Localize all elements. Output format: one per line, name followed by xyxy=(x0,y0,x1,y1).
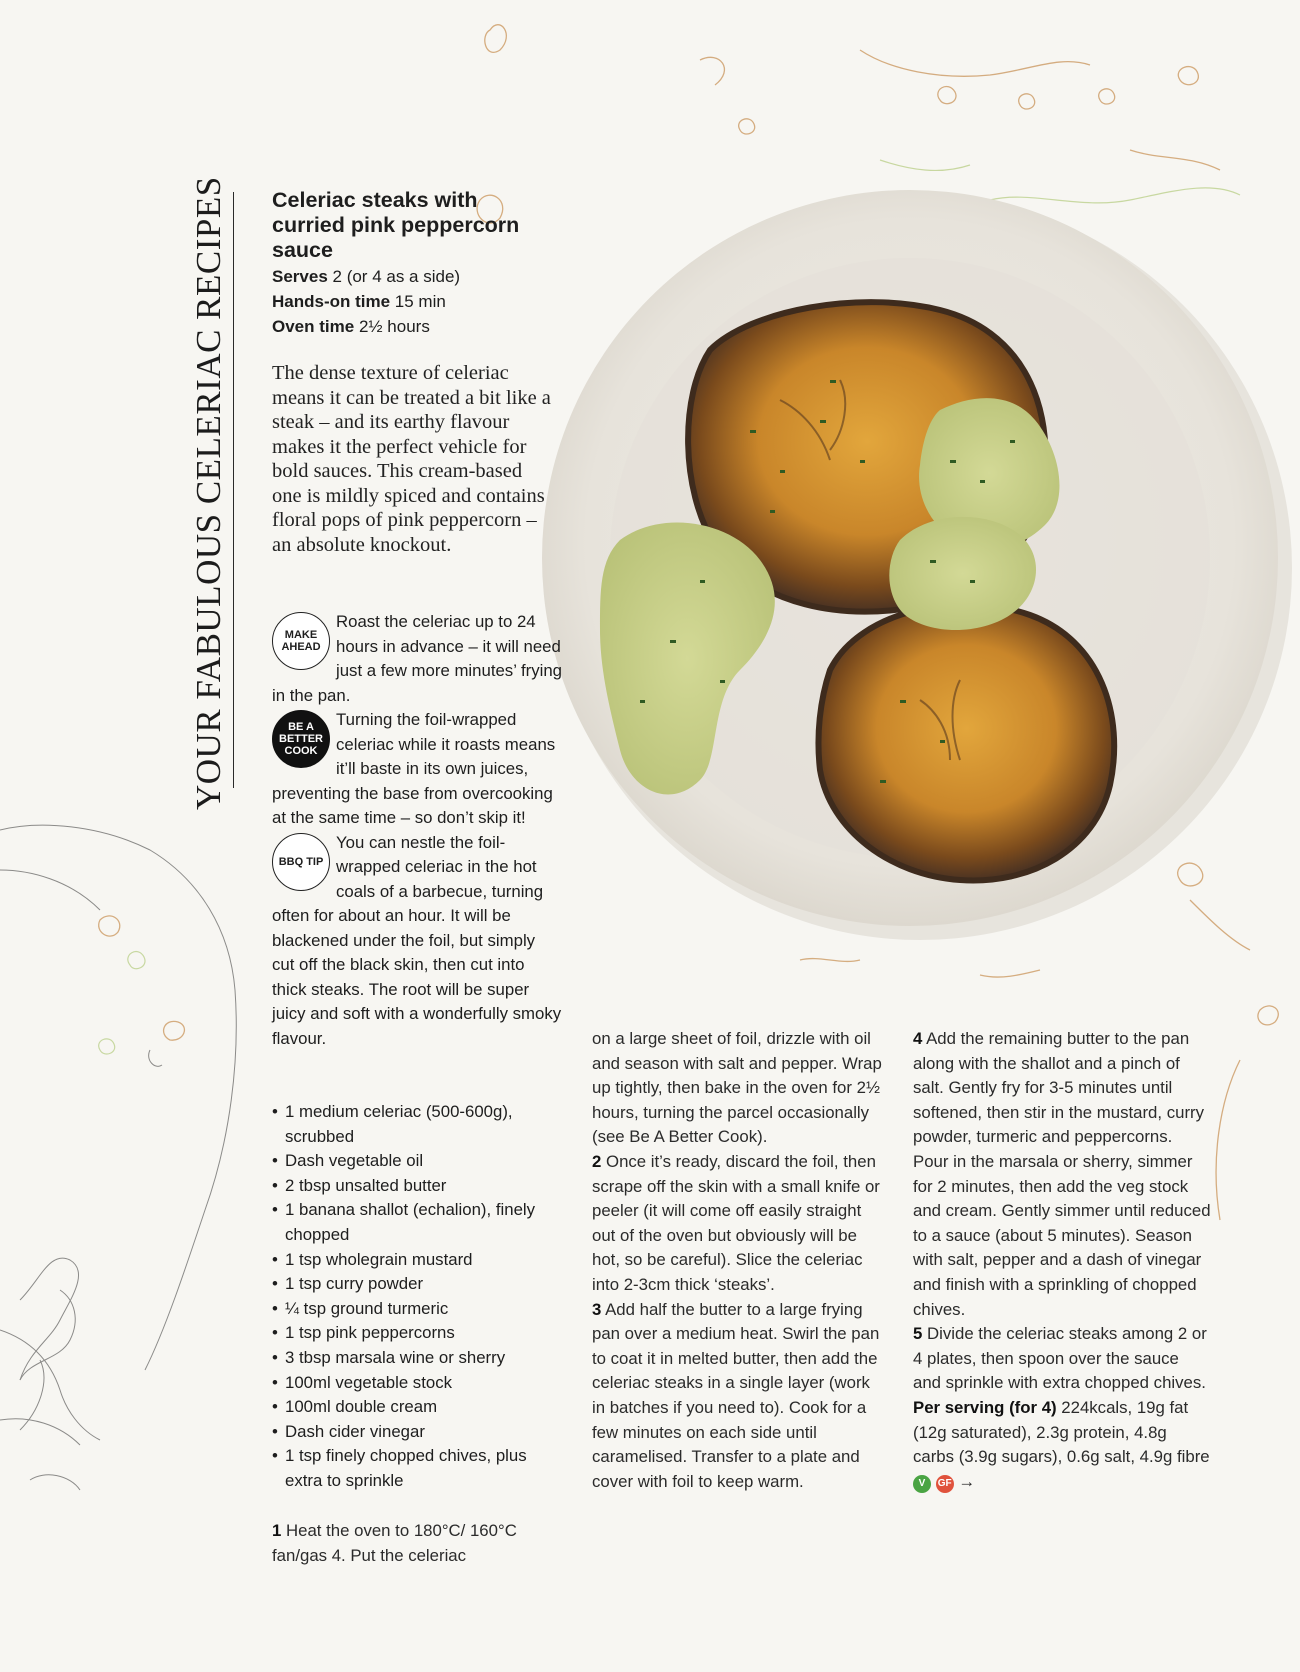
recipe-intro: The dense texture of celeriac means it can be treated a bit like a steak – and its earthy flavour makes it the perfect vehicle for bold sauces. This cream-based one is mildly spiced and contains floral pops of pink peppercorn – an absolute knockout. xyxy=(272,362,551,556)
serves-value: 2 (or 4 as a side) xyxy=(332,267,461,286)
nutrition-info xyxy=(913,1396,1211,1494)
method-step-3 xyxy=(592,1298,887,1495)
ingredient-item: • 1 tsp curry powder xyxy=(268,1272,568,1297)
step-text: Once it’s ready, discard the foil, then scrape off the skin with a small knife or peeler (it will come off easily straight out of the oven but obviously will be hot, so be careful). Slice the celeriac into 2-3cm thick ‘steaks’. xyxy=(592,1151,880,1294)
step-number: 1 xyxy=(272,1521,282,1540)
step-text: Divide the celeriac steaks among 2 or 4 plates, then spoon over the sauce and sprinkle with extra chopped chives. xyxy=(913,1324,1207,1393)
handson-row xyxy=(272,289,460,314)
ingredient-item: • 1 medium celeriac (500-600g), scrubbed xyxy=(268,1100,568,1149)
tip-text: Turning the foil-wrapped celeriac while it roasts means it’ll baste in its own juices, preventing the base from overcooking at the same time – so don’t skip it! xyxy=(272,710,556,827)
ingredient-item: • ¼ tsp ground turmeric xyxy=(268,1297,568,1322)
nutrition-text: 224kcals, 19g fat (12g saturated), 2.3g protein, 4.8g carbs (3.9g sugars), 0.6g salt, 4.9g fibre xyxy=(913,1397,1210,1467)
ingredient-item: • 1 tsp finely chopped chives, plus extra to sprinkle xyxy=(268,1444,568,1493)
tip-text: You can nestle the foil-wrapped celeriac in the hot coals of a barbecue, turning often for about an hour. It will be blackened under the foil, but simply cut off the black skin, then cut into thick steaks. The root will be super juicy and soft with a wonderfully smoky flavour. xyxy=(272,832,562,1048)
ingredient-item: • Dash cider vinegar xyxy=(268,1420,568,1445)
method-step-4 xyxy=(913,1027,1211,1322)
step-text: Add half the butter to a large frying pan over a medium heat. Swirl the pan to coat it in melted butter, then add the celeriac steaks in a single layer (work in batches if you need to). Cook for a few minutes on each side until caramelised. Transfer to a plate and cover with foil to keep warm. xyxy=(592,1299,880,1491)
oven-label: Oven time xyxy=(272,317,355,336)
ingredient-item: • Dash vegetable oil xyxy=(268,1149,568,1174)
celeriac-steaks-photo xyxy=(520,180,1300,960)
oven-value: 2½ hours xyxy=(358,317,430,336)
step-text: Heat the oven to 180°C/ 160°C fan/gas 4. Put the celeriac xyxy=(272,1521,517,1565)
ingredient-item: • 3 tbsp marsala wine or sherry xyxy=(268,1346,568,1371)
step-number: 5 xyxy=(913,1324,923,1344)
method-column-2 xyxy=(592,1027,887,1494)
tip-make-ahead xyxy=(272,610,562,708)
recipe-title: Celeriac steaks with curried pink peppercorn sauce xyxy=(272,188,520,262)
ingredient-item: • 100ml double cream xyxy=(268,1395,568,1420)
section-title: YOUR FABULOUS CELERIAC RECIPES xyxy=(189,176,228,810)
make-ahead-badge: MAKE AHEAD xyxy=(272,612,330,670)
method-step-5 xyxy=(913,1322,1211,1396)
gluten-free-badge: GF xyxy=(936,1475,954,1493)
handson-label: Hands-on time xyxy=(272,292,391,311)
method-column-3 xyxy=(913,1027,1211,1494)
method-step-2 xyxy=(592,1150,887,1298)
nutrition-label: Per serving (for 4) xyxy=(913,1397,1057,1417)
ingredient-item: • 2 tbsp unsalted butter xyxy=(268,1174,568,1199)
oven-row xyxy=(272,314,460,339)
bbq-tip-badge: BBQ TIP xyxy=(272,833,330,891)
method-column-1 xyxy=(272,1519,572,1568)
vegetarian-badge: V xyxy=(913,1475,931,1493)
step-number: 4 xyxy=(913,1029,923,1048)
next-page-arrow-icon: → xyxy=(958,1471,976,1491)
step-number: 2 xyxy=(592,1151,602,1171)
serves-row xyxy=(272,264,460,289)
tips xyxy=(272,610,562,1051)
tip-bbq xyxy=(272,831,562,1052)
method-step-1-continued: on a large sheet of foil, drizzle with oil and season with salt and pepper. Wrap up tightly, then bake in the oven for 2½ hours, turning the parcel occasionally (see Be A Better Cook). xyxy=(592,1029,882,1147)
ingredient-item: • 100ml vegetable stock xyxy=(268,1371,568,1396)
ingredient-item: • 1 banana shallot (echalion), finely chopped xyxy=(268,1198,568,1247)
tip-better-cook xyxy=(272,708,562,831)
recipe-meta xyxy=(272,264,460,339)
ingredient-item: • 1 tsp wholegrain mustard xyxy=(268,1248,568,1273)
ingredients-list xyxy=(268,1100,568,1494)
handson-value: 15 min xyxy=(394,292,446,311)
step-text: Add the remaining butter to the pan along with the shallot and a pinch of salt. Gently fry for 3-5 minutes until softened, then stir in the mustard, curry powder, turmeric and peppercorns. Pour in the marsala or sherry, simmer for 2 minutes, then add the veg stock and cream. Gently simmer until reduced to a sauce (about 5 minutes). Season with salt, pepper and a dash of vinegar and finish with a sprinkling of chopped chives. xyxy=(913,1029,1211,1319)
step-number: 3 xyxy=(592,1299,602,1319)
section-divider xyxy=(233,192,234,788)
ingredient-item: • 1 tsp pink peppercorns xyxy=(268,1321,568,1346)
celeriac-steak-bottom xyxy=(818,604,1114,880)
serves-label: Serves xyxy=(272,267,328,286)
tip-text: Roast the celeriac up to 24 hours in advance – it will need just a few more minutes’ frying in the pan. xyxy=(272,612,563,705)
better-cook-badge: BE A BETTER COOK xyxy=(272,710,330,768)
method-step-1 xyxy=(272,1519,572,1568)
